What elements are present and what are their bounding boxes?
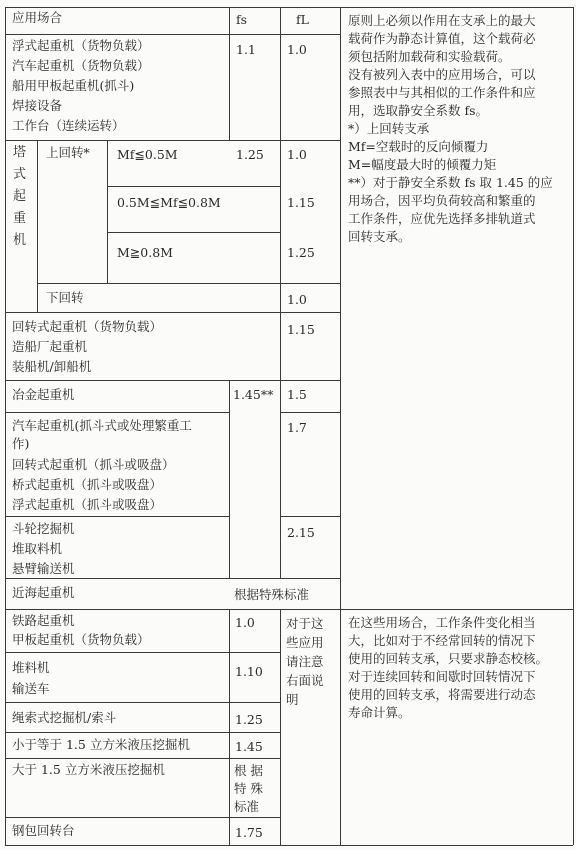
- note-top: 原则上必须以作用在支承上的最大 载荷作为静态计算值，这个载荷必 须包括附加载荷和实验载荷。 没有被列入表中的应用场合，可以 参照表中与其相似的工作条件和应 用，选取静安全系数 fs。 *）上回转支承 Mf=空载时的反向倾覆力 M=幅度最大时的倾覆力矩 **）对于静安全系数 fs 取 1.45 的应 用场合，因平均负荷较高和繁重的 工作条件，应优先选择多排轨道式 回转支承。: [348, 13, 553, 244]
- fl-tower-2: 1.15: [287, 195, 315, 210]
- tower-crane-label: 塔 式 起 重 机: [13, 145, 27, 248]
- row-worktable: 工作台（连续运转）: [12, 118, 125, 133]
- row-boom-conveyor: 悬臂输送机: [12, 561, 75, 576]
- row-metallurgy-crane: 冶金起重机: [12, 387, 75, 402]
- row-railway-crane: 铁路起重机: [12, 613, 75, 628]
- row-welding: 焊接设备: [12, 98, 63, 113]
- fl-bucket: 2.15: [287, 525, 315, 540]
- row-stacker-reclaimer: 堆取料机: [12, 541, 63, 556]
- row-ladle-turret: 钢包回转台: [12, 823, 75, 838]
- row-rotary-crane: 回转式起重机（货物负载）: [12, 319, 163, 334]
- fl-tower-1: 1.0: [287, 147, 307, 162]
- fs-hydraulic-large: 根 据 特 殊 标准: [234, 763, 263, 814]
- note-bottom: 在这些用场合，工作条件变化相当 大，比如对于不经常回转的情况下 使用的回转支承，只要求静态校核。 对于连续回转和间歇时回转情况下 使用的回转支承，将需要进行动态 寿命计算。: [348, 615, 549, 720]
- tower-upper-slewing: 上回转*: [46, 145, 90, 160]
- fs-rope: 1.25: [235, 712, 263, 727]
- fl-rotary: 1.15: [287, 322, 315, 337]
- fl-grab: 1.7: [287, 420, 307, 435]
- tower-condition-1: Mf≦0.5M: [117, 147, 178, 162]
- row-floating-crane-grab: 浮式起重机（抓斗或吸盘）: [12, 497, 163, 512]
- row-hydraulic-large: 大于 1.5 立方米液压挖掘机: [12, 762, 165, 777]
- row-stacker: 堆料机: [12, 660, 50, 675]
- header-fs: fs: [236, 12, 248, 27]
- fs-stacker: 1.10: [235, 664, 263, 679]
- fl-tower-3: 1.25: [287, 245, 315, 260]
- header-application: 应用场合: [12, 10, 63, 25]
- row-hydraulic-small: 小于等于 1.5 立方米液压挖掘机: [12, 737, 190, 752]
- row-offshore-crane: 近海起重机: [12, 585, 75, 600]
- tower-lower-slewing: 下回转: [46, 290, 84, 305]
- fs-hydraulic-small: 1.45: [235, 739, 263, 754]
- row-bucket-wheel: 斗轮挖掘机: [12, 521, 75, 536]
- row-rotary-crane-grab: 回转式起重机（抓斗或吸盘）: [12, 457, 175, 472]
- fl-floating: 1.0: [287, 42, 307, 57]
- row-bridge-crane-grab: 桥式起重机（抓斗或吸盘）: [12, 477, 163, 492]
- fl-tower-4: 1.0: [287, 292, 307, 307]
- fl-merged-note: 对于这 些应用 请注意 右面说 明: [286, 616, 324, 707]
- row-deck-crane-grab: 船用甲板起重机(抓斗): [12, 78, 135, 93]
- row-truck-crane-grab-cont: 作): [12, 436, 30, 451]
- tower-condition-3: M≧0.8M: [117, 245, 173, 260]
- fs-metallurgy: 1.45**: [233, 387, 274, 402]
- row-shipyard-crane: 造船厂起重机: [12, 339, 88, 354]
- row-floating-crane: 浮式起重机（货物负载）: [12, 38, 150, 53]
- row-truck-crane: 汽车起重机（货物负载）: [12, 58, 150, 73]
- row-transport-car: 输送车: [12, 681, 50, 696]
- fs-tower: 1.25: [236, 147, 264, 162]
- row-ship-loader: 装船机/卸船机: [12, 359, 92, 374]
- offshore-special-standard: 根据特殊标准: [234, 587, 310, 602]
- fs-ladle: 1.75: [235, 825, 263, 840]
- header-fl: fL: [296, 12, 309, 27]
- fl-metallurgy: 1.5: [287, 387, 307, 402]
- row-truck-crane-grab: 汽车起重机(抓斗式或处理繁重工: [12, 418, 192, 433]
- fs-floating: 1.1: [236, 42, 256, 57]
- row-rope-excavator: 绳索式挖掘机/索斗: [12, 710, 117, 725]
- row-deck-crane-cargo: 甲板起重机（货物负载）: [12, 632, 150, 647]
- tower-condition-2: 0.5M≦Mf≦0.8M: [117, 195, 221, 210]
- fs-railway: 1.0: [235, 615, 255, 630]
